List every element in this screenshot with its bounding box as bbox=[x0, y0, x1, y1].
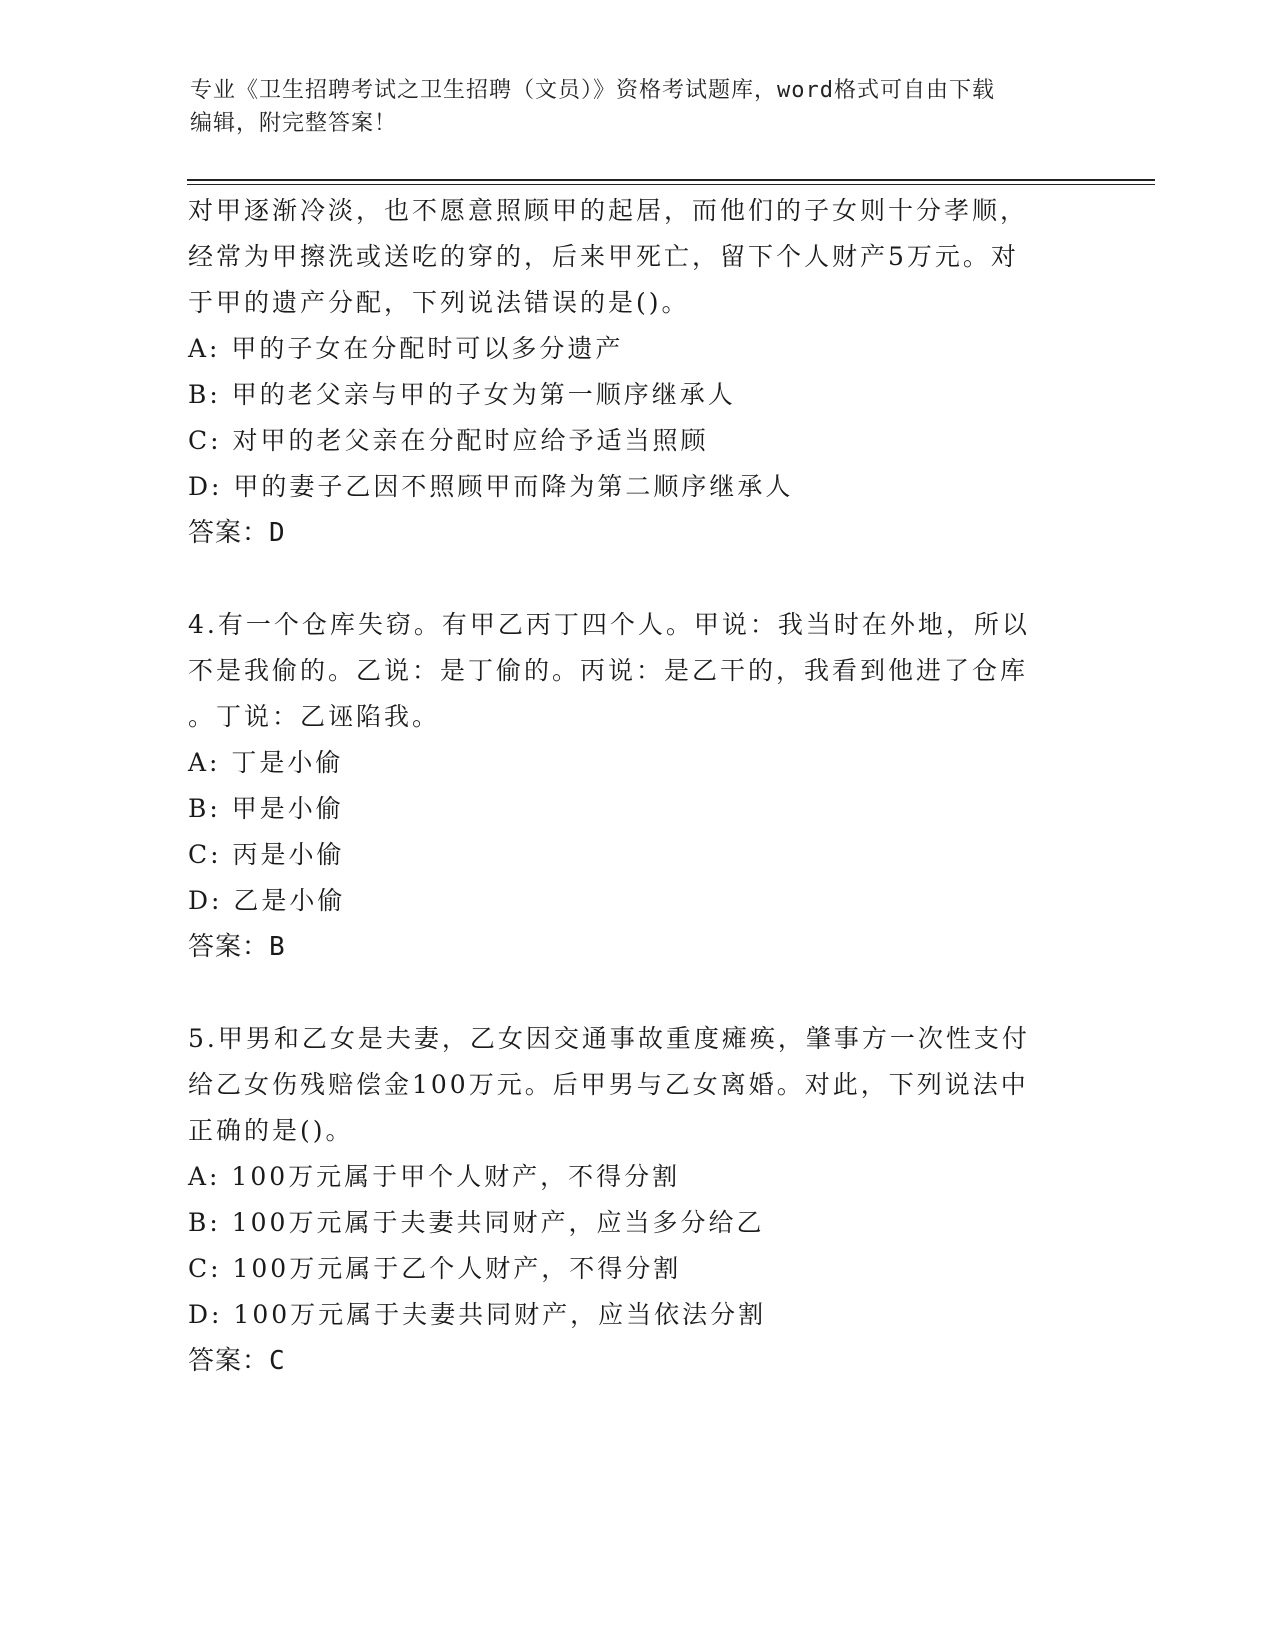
answer bbox=[188, 1338, 1088, 1384]
answer-value: D bbox=[269, 518, 286, 548]
spacer bbox=[188, 556, 1088, 602]
header-line-2: 编辑，附完整答案！ bbox=[190, 111, 398, 136]
question-5 bbox=[188, 1016, 1088, 1384]
answer-label: 答案： bbox=[188, 518, 270, 548]
answer bbox=[188, 510, 1088, 556]
option-a: A: 丁是小偷 bbox=[188, 748, 344, 777]
question-text-line: 正确的是()。 bbox=[188, 1116, 354, 1145]
answer-value: C bbox=[269, 1346, 286, 1376]
question-text-line: 。丁说：乙诬陷我。 bbox=[188, 702, 441, 731]
answer-label: 答案： bbox=[188, 1346, 270, 1376]
question-text-line: 经常为甲擦洗或送吃的穿的，后来甲死亡，留下个人财产5万元。对 bbox=[188, 242, 1019, 271]
option-a: A: 100万元属于甲个人财产，不得分割 bbox=[188, 1162, 681, 1191]
option-b: B: 甲的老父亲与甲的子女为第一顺序继承人 bbox=[188, 380, 736, 409]
option-b: B: 100万元属于夫妻共同财产，应当多分给乙 bbox=[188, 1208, 765, 1237]
option-c: C: 对甲的老父亲在分配时应给予适当照顾 bbox=[188, 426, 709, 455]
header-divider-thin bbox=[187, 184, 1155, 185]
option-b: B: 甲是小偷 bbox=[188, 794, 344, 823]
page-header bbox=[190, 74, 1090, 140]
option-d: D: 100万元属于夫妻共同财产，应当依法分割 bbox=[188, 1300, 767, 1329]
option-a: A: 甲的子女在分配时可以多分遗产 bbox=[188, 334, 624, 363]
answer-value: B bbox=[269, 932, 286, 962]
header-divider-thick bbox=[187, 179, 1155, 181]
question-text-line: 不是我偷的。乙说：是丁偷的。丙说：是乙干的，我看到他进了仓库 bbox=[188, 656, 1029, 685]
document-body bbox=[188, 188, 1088, 1384]
header-line-1: 专业《卫生招聘考试之卫生招聘（文员）》资格考试题库，word格式可自由下载 bbox=[190, 78, 995, 103]
answer bbox=[188, 924, 1088, 970]
answer-label: 答案： bbox=[188, 932, 270, 962]
option-c: C: 100万元属于乙个人财产，不得分割 bbox=[188, 1254, 682, 1283]
question-3 bbox=[188, 188, 1088, 556]
option-d: D: 甲的妻子乙因不照顾甲而降为第二顺序继承人 bbox=[188, 472, 794, 501]
question-text-line: 于甲的遗产分配，下列说法错误的是()。 bbox=[188, 288, 690, 317]
question-4 bbox=[188, 602, 1088, 970]
question-text-line: 5.甲男和乙女是夫妻，乙女因交通事故重度瘫痪，肇事方一次性支付 bbox=[188, 1024, 1030, 1053]
question-text-line: 4.有一个仓库失窃。有甲乙丙丁四个人。甲说：我当时在外地，所以 bbox=[188, 610, 1030, 639]
spacer bbox=[188, 970, 1088, 1016]
option-c: C: 丙是小偷 bbox=[188, 840, 345, 869]
option-d: D: 乙是小偷 bbox=[188, 886, 346, 915]
question-text-line: 对甲逐渐冷淡，也不愿意照顾甲的起居，而他们的子女则十分孝顺， bbox=[188, 196, 1029, 225]
question-text-line: 给乙女伤残赔偿金100万元。后甲男与乙女离婚。对此，下列说法中 bbox=[188, 1070, 1029, 1099]
